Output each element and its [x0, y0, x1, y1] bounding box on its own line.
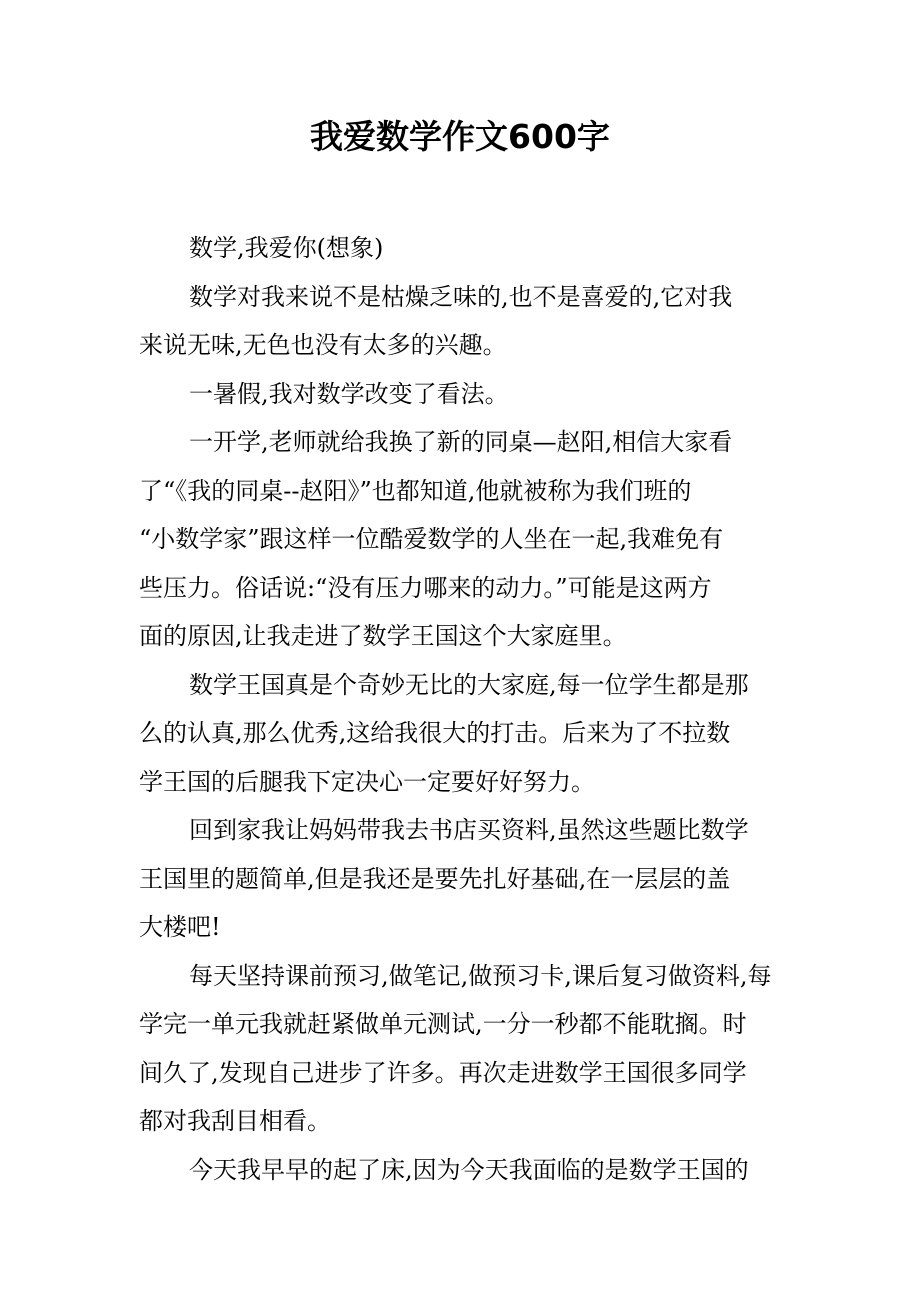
- text-line: 么的认真,那么优秀,这给我很大的打击。后来为了不拉数: [139, 719, 731, 747]
- text-line: 回到家我让妈妈带我去书店买资料,虽然这些题比数学: [189, 816, 749, 844]
- text-line: 来说无味,无色也没有太多的兴趣。: [139, 331, 507, 359]
- text-line: 间久了,发现自己进步了许多。再次走进数学王国很多同学: [139, 1058, 747, 1087]
- text-line: 面的原因,让我走进了数学王国这个大家庭里。: [139, 622, 627, 650]
- text-line: “小数学家”跟这样一位酷爱数学的人坐在一起,我难免有: [139, 525, 724, 553]
- text-line: 每天坚持课前预习,做笔记,做预习卡,课后复习做资料,每: [189, 961, 772, 990]
- document-title: 我爱数学作文600字: [310, 117, 610, 156]
- text-line: 数学王国真是个奇妙无比的大家庭,每一位学生都是那: [189, 670, 749, 699]
- text-line: 王国里的题简单,但是我还是要先扎好基础,在一层层的盖: [139, 864, 731, 893]
- text-line: 学王国的后腿我下定决心一定要好好努力。: [139, 767, 595, 796]
- text-line: 都对我刮目相看。: [139, 1107, 331, 1135]
- text-line: 数学,我爱你(想象): [189, 234, 384, 262]
- document-body: [139, 224, 779, 1194]
- text-line: 大楼吧!: [139, 913, 221, 941]
- text-line: 学完一单元我就赶紧做单元测试,一分一秒都不能耽搁。时: [139, 1010, 747, 1038]
- text-line: 些压力。俗话说:“没有压力哪来的动力。”可能是这两方: [139, 573, 712, 602]
- text-line: 一暑假,我对数学改变了看法。: [189, 379, 509, 408]
- text-line: 了“《我的同桌--赵阳》”也都知道,他就被称为我们班的: [139, 476, 692, 505]
- text-line: 今天我早早的起了床,因为今天我面临的是数学王国的: [189, 1155, 749, 1184]
- text-line: 数学对我来说不是枯燥乏味的,也不是喜爱的,它对我: [189, 282, 733, 311]
- text-line: 一开学,老师就给我换了新的同桌—赵阳,相信大家看: [189, 428, 733, 456]
